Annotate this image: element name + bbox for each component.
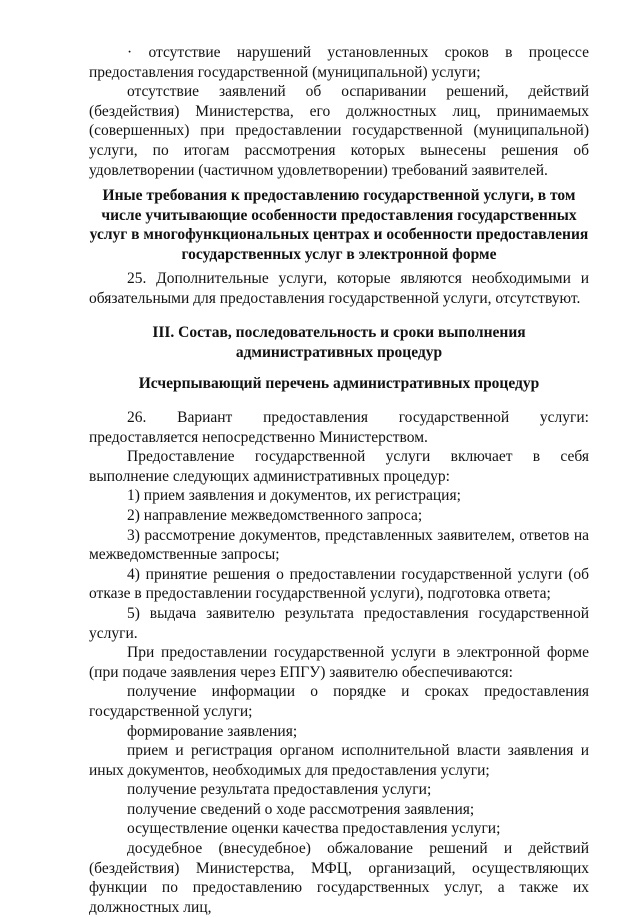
list-item-electronic-4: получение результата предоставления услуги; xyxy=(127,781,432,799)
list-item-procedure-4: 4) принятие решения о предоставлении государственной услуги (об отказе в предоставлении государственной услуги), подготовка ответа; xyxy=(89,565,589,603)
list-item-electronic-3: прием и регистрация органом исполнительной власти заявления и иных документов, необходимых для предоставления услуги; xyxy=(89,742,589,779)
subheading-block xyxy=(89,374,589,394)
list-item-electronic-7: досудебное (внесудебное) обжалование решений и действий (бездействия) Министерства, МФЦ, организаций, осуществляющих функции по предоставлению государственных услуг, а также их должностных лиц, xyxy=(89,840,589,916)
section-heading-three: III. Состав, последовательность и сроки выполнения административных процедур xyxy=(152,324,526,361)
top-block xyxy=(89,43,589,180)
section-heading-other-requirements: Иные требования к предоставлению государственной услуги, в том числе учитывающие особенности предоставления государственных услуг в многофункциональных центрах и особенности предоставления государственных услуг в электронной форме xyxy=(89,187,589,263)
list-item-procedure-3: 3) рассмотрение документов, представленных заявителем, ответов на межведомственные запросы; xyxy=(89,526,589,564)
paragraph-25: 25. Дополнительные услуги, которые являются необходимыми и обязательными для предоставления государственной услуги, отсутствуют. xyxy=(89,270,589,307)
list-item-electronic-2: формирование заявления; xyxy=(127,722,298,740)
paragraph-no-appeals: отсутствие заявлений об оспаривании решений, действий (бездействия) Министерства, его должностных лиц, принимаемых (совершенных) при предоставлении государственной (муниципальной) услуги, по итогам рассмотрения которых вынесены решения об удовлетворении (частичном удовлетворении) требований заявителей. xyxy=(89,83,589,179)
list-item-procedure-1: 1) прием заявления и документов, их регистрация; xyxy=(127,487,461,505)
paragraph-procedures-intro: Предоставление государственной услуги включает в себя выполнение следующих административных процедур: xyxy=(89,448,589,485)
section-three-body xyxy=(89,408,589,917)
section-three-heading-block xyxy=(89,323,589,362)
section-other-requirements-heading-block xyxy=(89,186,589,264)
paragraph-electronic-intro: При предоставлении государственной услуги в электронной форме (при подаче заявления через ЕПГУ) заявителю обеспечиваются: xyxy=(89,644,589,681)
paragraph-no-violations: · отсутствие нарушений установленных сроков в процессе предоставления государственной (муниципальной) услуги; xyxy=(89,44,589,81)
subheading-procedures-list: Исчерпывающий перечень административных процедур xyxy=(138,375,540,392)
list-item-procedure-5: 5) выдача заявителю результата предоставления государственной услуги. xyxy=(89,604,589,642)
list-item-electronic-1: получение информации о порядке и сроках предоставления государственной услуги; xyxy=(89,683,589,720)
paragraph-25-block xyxy=(89,269,589,308)
list-item-electronic-5: получение сведений о ходе рассмотрения заявления; xyxy=(127,800,475,818)
paragraph-26: 26. Вариант предоставления государственной услуги: предоставляется непосредственно Министерством. xyxy=(89,409,589,446)
list-item-procedure-2: 2) направление межведомственного запроса; xyxy=(127,506,423,524)
list-item-electronic-6: осуществление оценки качества предоставления услуги; xyxy=(127,820,501,838)
